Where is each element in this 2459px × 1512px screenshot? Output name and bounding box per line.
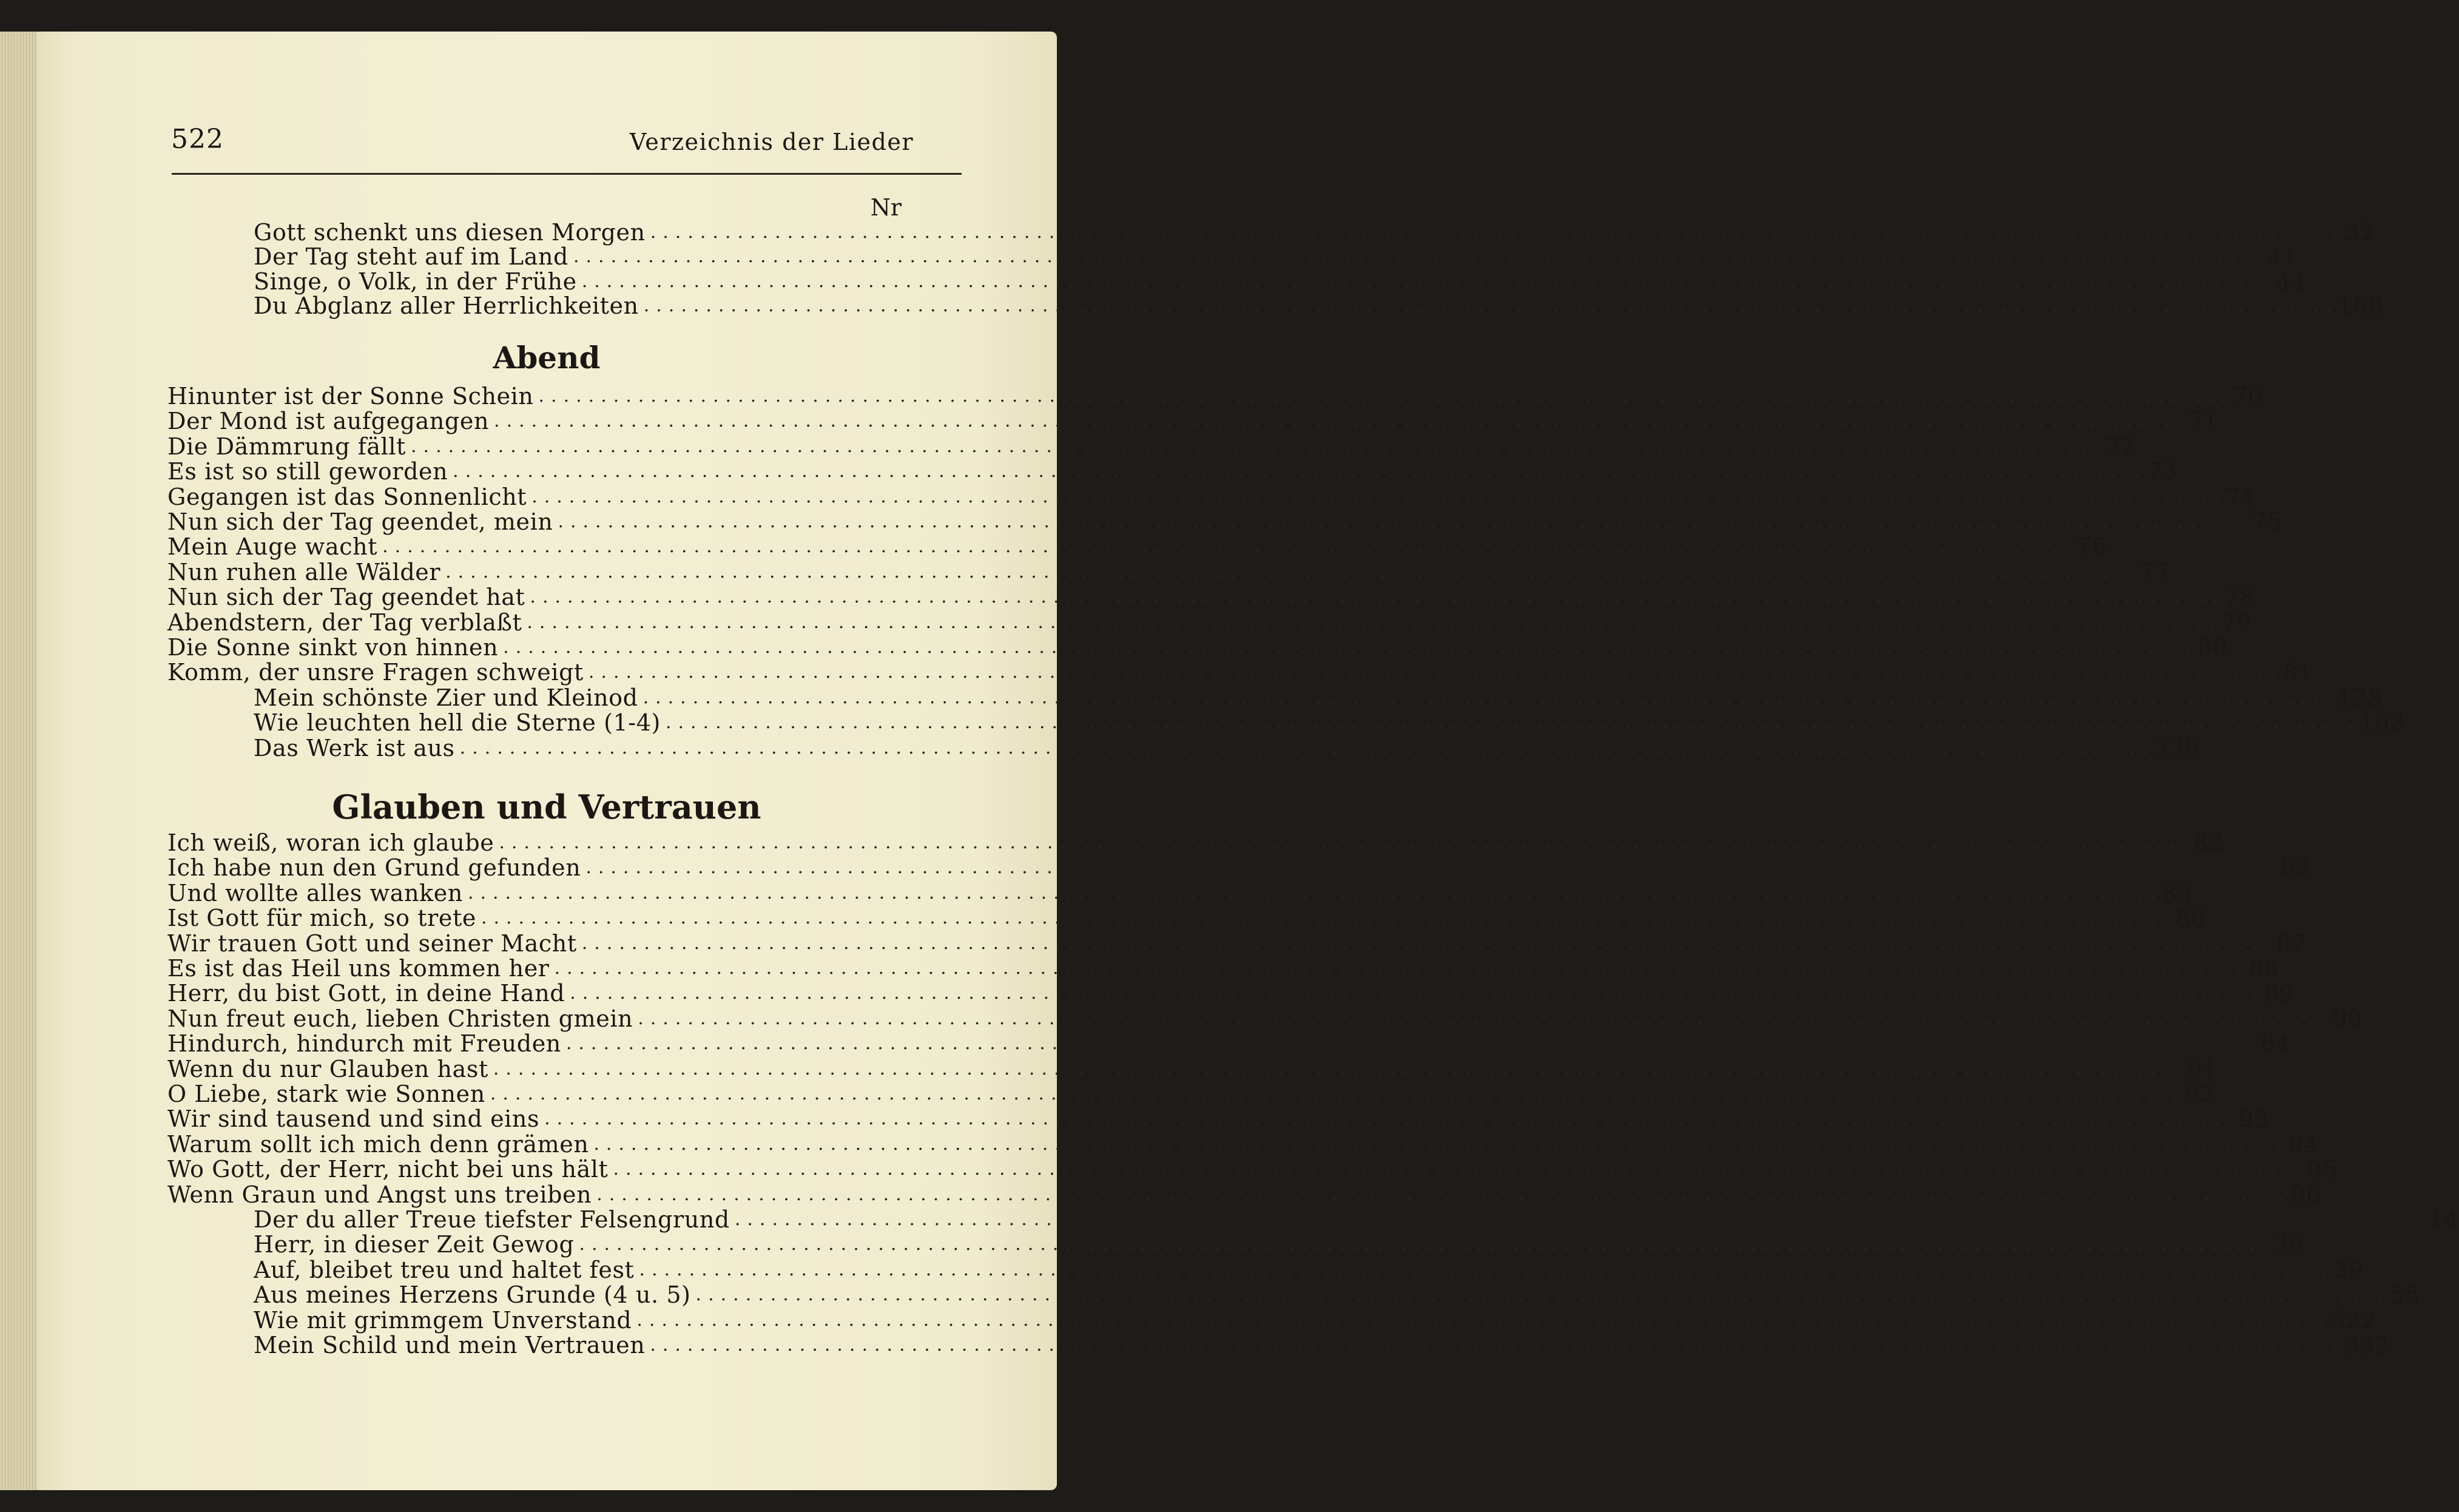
dot-leader: ........................................................................................................................................	[558, 511, 2253, 532]
index-entry	[167, 1030, 2291, 1057]
index-entry	[167, 559, 2170, 586]
entry-title: Mein Schild und mein Vertrauen	[254, 1332, 646, 1358]
entry-number: 85	[2162, 880, 2193, 906]
index-entry	[167, 1081, 2215, 1107]
entry-number: 95	[2307, 1156, 2338, 1183]
dot-leader: ........................................................................................................................................	[588, 661, 2283, 683]
entry-title: Es ist das Heil uns kommen her	[167, 955, 550, 982]
entry-title: Es ist so still geworden	[167, 458, 448, 485]
dot-leader: ........................................................................................................................................	[636, 1309, 2332, 1331]
entry-title: Nun sich der Tag geendet hat	[167, 584, 525, 610]
index-entry	[254, 735, 2199, 761]
dot-leader: ........................................................................................................................................	[467, 882, 2162, 903]
index-entry	[167, 1131, 2318, 1158]
dot-leader: ........................................................................................................................................	[531, 486, 2227, 507]
entry-title: Aus meines Herzens Grunde (4 u. 5)	[254, 1281, 691, 1308]
entry-title: Ich weiß, woran ich glaube	[167, 829, 494, 856]
entry-number: 79	[2221, 609, 2252, 636]
entry-title: Nun ruhen alle Wälder	[167, 559, 441, 586]
dot-leader: ........................................................................................................................................	[695, 1284, 2390, 1305]
dot-leader: ........................................................................................................................................	[527, 612, 2222, 633]
section-title-abend: Abend	[493, 340, 601, 376]
index-entry	[254, 709, 2406, 736]
dot-leader: ........................................................................................................................................	[494, 410, 2188, 431]
index-entry	[167, 484, 2256, 510]
entry-number: 91	[2187, 1056, 2218, 1082]
entry-title: Abendstern, der Tag verblaßt	[167, 609, 522, 636]
entry-number: 88	[2248, 955, 2279, 982]
entry-title: Gegangen ist das Sonnenlicht	[167, 484, 527, 510]
entry-number: 55	[2390, 1281, 2421, 1308]
index-entry	[167, 930, 2307, 957]
index-entry	[167, 408, 2219, 434]
entry-number: 96	[2291, 1181, 2321, 1208]
entry-number: 80	[2198, 634, 2228, 661]
dot-leader: ........................................................................................................................................	[382, 536, 2077, 557]
index-entry	[167, 634, 2228, 661]
entry-number: 338	[2154, 735, 2199, 761]
entry-title: Herr, in dieser Zeit Gewog	[254, 1231, 575, 1258]
dot-leader: ........................................................................................................................................	[570, 982, 2265, 1004]
entry-title: Wie leuchten hell die Sterne (1-4)	[254, 709, 661, 736]
dot-leader: ........................................................................................................................................	[530, 586, 2225, 607]
entry-title: Die Dämmrung fällt	[167, 433, 406, 460]
entry-number: 168	[2338, 292, 2383, 319]
entry-title: Das Werk ist aus	[254, 735, 455, 761]
entry-title: Der du aller Treue tiefster Felsengrund	[254, 1206, 730, 1233]
entry-title: Herr, du bist Gott, in deine Hand	[167, 980, 565, 1007]
dot-leader: ........................................................................................................................................	[665, 712, 2360, 733]
index-entry	[167, 1005, 2363, 1032]
dot-leader: ........................................................................................................................................	[554, 957, 2249, 979]
index-entry	[167, 854, 2310, 881]
dot-leader: ........................................................................................................................................	[481, 907, 2176, 928]
index-entry	[167, 1056, 2218, 1082]
entry-number: 73	[2147, 458, 2177, 485]
dot-leader: ........................................................................................................................................	[579, 1234, 2274, 1255]
entry-title: Wir trauen Gott und seiner Macht	[167, 930, 577, 957]
book-page	[36, 32, 2459, 1490]
dot-leader: ........................................................................................................................................	[643, 687, 2338, 708]
entry-number: 41	[2267, 243, 2298, 270]
index-entry	[167, 533, 2107, 560]
entry-title: Wenn du nur Glauben hast	[167, 1056, 488, 1082]
dot-leader: ........................................................................................................................................	[643, 295, 2338, 316]
entry-number: 39	[2333, 1257, 2364, 1283]
entry-number: 87	[2276, 930, 2307, 957]
entry-number: 93	[2239, 1105, 2269, 1132]
index-entry	[167, 905, 2206, 931]
dot-leader: ........................................................................................................................................	[581, 933, 2276, 954]
song-index-list	[36, 32, 2459, 1490]
index-entry	[167, 980, 2295, 1007]
entry-number: 76	[2077, 533, 2107, 560]
entry-title: Du Abglanz aller Herrlichkeiten	[254, 292, 639, 319]
index-entry	[254, 1281, 2421, 1308]
entry-number: 92	[2184, 1081, 2215, 1107]
index-entry	[167, 1156, 2338, 1183]
entry-title: Wo Gott, der Herr, nicht bei uns hält	[167, 1156, 609, 1183]
entry-number: 44	[2276, 268, 2307, 295]
dot-leader: ........................................................................................................................................	[581, 271, 2276, 292]
index-entry	[167, 458, 2177, 485]
entry-title: Warum sollt ich mich denn grämen	[167, 1131, 589, 1158]
section-title-glauben-und-vertrauen: Glauben und Vertrauen	[332, 788, 761, 826]
entry-title: Wir sind tausend und sind eins	[167, 1105, 540, 1132]
dot-leader: ........................................................................................................................................	[499, 832, 2194, 853]
index-entry	[254, 1231, 2304, 1258]
entry-number: 75	[2252, 508, 2282, 535]
dot-leader: ........................................................................................................................................	[593, 1133, 2289, 1155]
entry-number: 94	[2288, 1131, 2318, 1158]
entry-number: 89	[2264, 980, 2295, 1007]
entry-number: 77	[2140, 559, 2170, 586]
index-entry	[254, 1332, 2390, 1358]
entry-title: Der Tag steht auf im Land	[254, 243, 568, 270]
entry-number: 81	[2282, 659, 2313, 686]
entry-number: 78	[2224, 584, 2255, 610]
index-entry	[167, 829, 2224, 856]
entry-title: Hinunter ist der Sonne Schein	[167, 383, 534, 410]
dot-leader: ........................................................................................................................................	[538, 385, 2233, 407]
entry-title: Wie mit grimmgem Unverstand	[254, 1307, 632, 1334]
dot-leader: ........................................................................................................................................	[585, 857, 2281, 878]
index-entry	[167, 433, 2136, 460]
entry-title: Die Sonne sinkt von hinnen	[167, 634, 499, 661]
entry-title: Der Mond ist aufgegangen	[167, 408, 490, 434]
entry-title: Singe, o Volk, in der Frühe	[254, 268, 577, 295]
entry-number: 74	[2226, 484, 2256, 510]
dot-leader: ........................................................................................................................................	[650, 1334, 2345, 1355]
entry-title: Komm, der unsre Fragen schweigt	[167, 659, 584, 686]
index-entry	[167, 659, 2313, 686]
index-entry	[167, 880, 2193, 906]
entry-number: 71	[2188, 408, 2219, 434]
entry-title: Nun sich der Tag geendet, mein	[167, 508, 553, 535]
index-entry	[254, 243, 2298, 270]
dot-leader: ........................................................................................................................................	[445, 561, 2140, 582]
entry-title: Mein schönste Zier und Kleinod	[254, 684, 638, 711]
entry-title: O Liebe, stark wie Sonnen	[167, 1081, 485, 1107]
dot-leader: ........................................................................................................................................	[639, 1259, 2334, 1280]
index-entry	[167, 955, 2279, 982]
entry-number: 128	[2337, 684, 2383, 711]
index-entry	[167, 383, 2263, 410]
entry-title: Mein Auge wacht	[167, 533, 378, 560]
index-entry	[254, 1257, 2364, 1283]
entry-number: 82	[2193, 829, 2224, 856]
entry-number: 332	[2344, 1332, 2390, 1358]
dot-leader: ........................................................................................................................................	[650, 221, 2345, 243]
dot-leader: ........................................................................................................................................	[638, 1008, 2333, 1029]
entry-number: 90	[2332, 1005, 2363, 1032]
page-number: 522	[171, 124, 224, 155]
entry-title: Gott schenkt uns diesen Morgen	[254, 219, 646, 246]
entry-title: Und wollte alles wanken	[167, 880, 463, 906]
running-head: Verzeichnis der Lieder	[629, 129, 914, 155]
entry-number: 72	[2105, 433, 2136, 460]
entry-title: Ich habe nun den Grund gefunden	[167, 854, 581, 881]
dot-leader: ........................................................................................................................................	[490, 1083, 2185, 1104]
entry-number: 32	[2344, 219, 2375, 246]
index-entry	[254, 684, 2383, 711]
dot-leader: ........................................................................................................................................	[596, 1184, 2292, 1205]
index-entry	[167, 1181, 2321, 1208]
entry-title: Ist Gott für mich, so trete	[167, 905, 476, 931]
index-entry	[254, 219, 2375, 246]
number-column-label: Nr	[870, 194, 902, 221]
dot-leader: ........................................................................................................................................	[544, 1108, 2239, 1129]
index-entry	[254, 268, 2307, 295]
dot-leader: ........................................................................................................................................	[573, 246, 2268, 267]
dot-leader: ........................................................................................................................................	[734, 1209, 2429, 1230]
entry-title: Wenn Graun und Angst uns treiben	[167, 1181, 592, 1208]
dot-leader: ........................................................................................................................................	[411, 436, 2105, 457]
entry-number: 70	[2233, 383, 2263, 410]
entry-number: 14	[2429, 1206, 2459, 1233]
entry-number: 322	[2331, 1307, 2376, 1334]
index-entry	[167, 609, 2252, 636]
dot-leader: ........................................................................................................................................	[493, 1058, 2188, 1079]
index-entry	[254, 1206, 2459, 1233]
index-entry	[167, 1105, 2269, 1132]
entry-number: 83	[2280, 854, 2310, 881]
index-entry	[254, 1307, 2376, 1334]
index-entry	[167, 508, 2282, 535]
index-entry	[167, 584, 2255, 610]
dot-leader: ........................................................................................................................................	[459, 737, 2154, 758]
entry-title: Auf, bleibet treu und haltet fest	[254, 1257, 635, 1283]
entry-title: Nun freut euch, lieben Christen gmein	[167, 1005, 633, 1032]
entry-number: 84	[2260, 1030, 2291, 1057]
entry-title: Hindurch, hindurch mit Freuden	[167, 1030, 561, 1057]
index-entry	[254, 292, 2383, 319]
entry-number: 86	[2175, 905, 2206, 931]
dot-leader: ........................................................................................................................................	[613, 1158, 2308, 1180]
entry-number: 36	[2273, 1231, 2304, 1258]
dot-leader: ........................................................................................................................................	[565, 1033, 2261, 1054]
dot-leader: ........................................................................................................................................	[453, 461, 2148, 482]
entry-number: 163	[2359, 709, 2406, 736]
dot-leader: ........................................................................................................................................	[503, 636, 2198, 658]
